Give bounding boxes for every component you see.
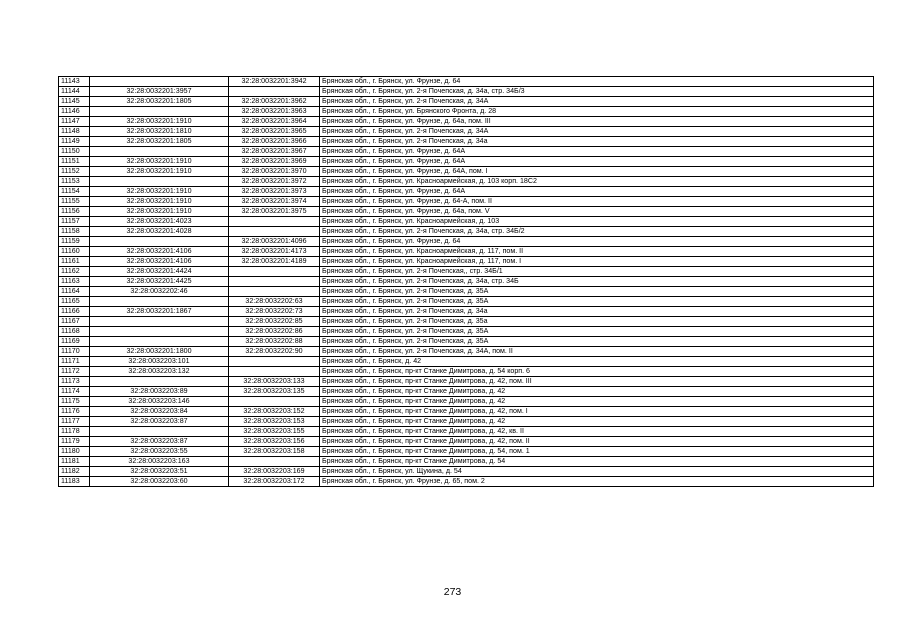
cadastral-number-b-cell — [229, 227, 320, 237]
row-number-cell: 11181 — [59, 457, 90, 467]
cadastral-number-b-cell: 32:28:0032201:3970 — [229, 167, 320, 177]
cadastral-number-a-cell: 32:28:0032203:163 — [90, 457, 229, 467]
row-number-cell: 11146 — [59, 107, 90, 117]
cadastral-table — [58, 76, 874, 487]
address-cell: Брянская обл., г. Брянск, ул. Фрунзе, д. 64А — [320, 147, 874, 157]
address-cell: Брянская обл., г. Брянск, пр-кт Станке Димитрова, д. 54 — [320, 457, 874, 467]
address-cell: Брянская обл., г. Брянск, ул. Красноармейская, д. 117, пом. I — [320, 257, 874, 267]
cadastral-number-b-cell: 32:28:0032201:3974 — [229, 197, 320, 207]
cadastral-number-a-cell — [90, 147, 229, 157]
table-row — [59, 447, 874, 457]
cadastral-number-a-cell: 32:28:0032201:4023 — [90, 217, 229, 227]
table-row — [59, 177, 874, 187]
cadastral-number-b-cell: 32:28:0032203:156 — [229, 437, 320, 447]
cadastral-number-b-cell: 32:28:0032202:85 — [229, 317, 320, 327]
cadastral-number-a-cell: 32:28:0032203:60 — [90, 477, 229, 487]
cadastral-number-a-cell: 32:28:0032203:87 — [90, 417, 229, 427]
cadastral-number-a-cell — [90, 317, 229, 327]
address-cell: Брянская обл., г. Брянск, ул. 2-я Почепская, д. 35А — [320, 297, 874, 307]
table-row — [59, 117, 874, 127]
row-number-cell: 11149 — [59, 137, 90, 147]
table-row — [59, 467, 874, 477]
table-row — [59, 317, 874, 327]
row-number-cell: 11165 — [59, 297, 90, 307]
row-number-cell: 11162 — [59, 267, 90, 277]
address-cell: Брянская обл., г. Брянск, ул. 2-я Почепская, д. 34а, стр. 34Б — [320, 277, 874, 287]
table-row — [59, 437, 874, 447]
cadastral-number-b-cell: 32:28:0032201:3962 — [229, 97, 320, 107]
row-number-cell: 11164 — [59, 287, 90, 297]
cadastral-number-a-cell: 32:28:0032203:101 — [90, 357, 229, 367]
table-row — [59, 137, 874, 147]
cadastral-number-b-cell: 32:28:0032201:3964 — [229, 117, 320, 127]
address-cell: Брянская обл., г. Брянск, ул. Красноармейская, д. 117, пом. II — [320, 247, 874, 257]
table-row — [59, 257, 874, 267]
cadastral-number-a-cell: 32:28:0032203:51 — [90, 467, 229, 477]
address-cell: Брянская обл., г. Брянск, пр-кт Станке Димитрова, д. 54 корп. 6 — [320, 367, 874, 377]
row-number-cell: 11179 — [59, 437, 90, 447]
cadastral-number-b-cell: 32:28:0032203:169 — [229, 467, 320, 477]
cadastral-number-a-cell: 32:28:0032203:87 — [90, 437, 229, 447]
table-row — [59, 267, 874, 277]
row-number-cell: 11156 — [59, 207, 90, 217]
cadastral-number-a-cell: 32:28:0032201:4106 — [90, 247, 229, 257]
row-number-cell: 11172 — [59, 367, 90, 377]
row-number-cell: 11144 — [59, 87, 90, 97]
table-row — [59, 237, 874, 247]
cadastral-number-b-cell — [229, 367, 320, 377]
address-cell: Брянская обл., г. Брянск, ул. Фрунзе, д. 64 — [320, 237, 874, 247]
table-row — [59, 87, 874, 97]
cadastral-number-b-cell: 32:28:0032203:152 — [229, 407, 320, 417]
table-row — [59, 167, 874, 177]
address-cell: Брянская обл., г. Брянск, ул. 2-я Почепская, д. 35а — [320, 317, 874, 327]
row-number-cell: 11166 — [59, 307, 90, 317]
address-cell: Брянская обл., г. Брянск, ул. Фрунзе, д. 64-А, пом. II — [320, 197, 874, 207]
cadastral-number-a-cell — [90, 107, 229, 117]
cadastral-number-b-cell: 32:28:0032203:133 — [229, 377, 320, 387]
address-cell: Брянская обл., г. Брянск, ул. 2-я Почепская, д. 34А, пом. II — [320, 347, 874, 357]
cadastral-number-b-cell: 32:28:0032201:4173 — [229, 247, 320, 257]
table-row — [59, 387, 874, 397]
cadastral-number-a-cell — [90, 377, 229, 387]
address-cell: Брянская обл., г. Брянск, ул. Брянского Фронта, д. 28 — [320, 107, 874, 117]
row-number-cell: 11159 — [59, 237, 90, 247]
table-row — [59, 377, 874, 387]
page-number: 273 — [443, 586, 462, 598]
cadastral-number-b-cell: 32:28:0032202:63 — [229, 297, 320, 307]
row-number-cell: 11147 — [59, 117, 90, 127]
document-page — [58, 76, 873, 487]
row-number-cell: 11173 — [59, 377, 90, 387]
cadastral-number-b-cell: 32:28:0032203:155 — [229, 427, 320, 437]
cadastral-number-b-cell: 32:28:0032202:73 — [229, 307, 320, 317]
address-cell: Брянская обл., г. Брянск, ул. Щукина, д. 54 — [320, 467, 874, 477]
cadastral-number-b-cell: 32:28:0032203:158 — [229, 447, 320, 457]
cadastral-number-b-cell: 32:28:0032202:90 — [229, 347, 320, 357]
cadastral-number-a-cell — [90, 297, 229, 307]
cadastral-number-b-cell: 32:28:0032201:3942 — [229, 77, 320, 87]
address-cell: Брянская обл., г. Брянск, ул. Фрунзе, д. 64 — [320, 77, 874, 87]
address-cell: Брянская обл., г. Брянск, ул. Фрунзе, д. 64А — [320, 157, 874, 167]
cadastral-number-b-cell: 32:28:0032201:3969 — [229, 157, 320, 167]
table-row — [59, 217, 874, 227]
row-number-cell: 11177 — [59, 417, 90, 427]
row-number-cell: 11178 — [59, 427, 90, 437]
cadastral-number-b-cell: 32:28:0032201:4096 — [229, 237, 320, 247]
table-row — [59, 297, 874, 307]
cadastral-number-b-cell: 32:28:0032203:153 — [229, 417, 320, 427]
address-cell: Брянская обл., г. Брянск, пр-кт Станке Димитрова, д. 42, пом. II — [320, 437, 874, 447]
table-row — [59, 347, 874, 357]
row-number-cell: 11143 — [59, 77, 90, 87]
cadastral-number-a-cell: 32:28:0032201:1910 — [90, 197, 229, 207]
cadastral-number-a-cell: 32:28:0032201:1810 — [90, 127, 229, 137]
row-number-cell: 11155 — [59, 197, 90, 207]
table-row — [59, 277, 874, 287]
address-cell: Брянская обл., г. Брянск, пр-кт Станке Димитрова, д. 42 — [320, 397, 874, 407]
table-row — [59, 107, 874, 117]
cadastral-number-b-cell: 32:28:0032201:4189 — [229, 257, 320, 267]
row-number-cell: 11175 — [59, 397, 90, 407]
table-row — [59, 227, 874, 237]
row-number-cell: 11183 — [59, 477, 90, 487]
address-cell: Брянская обл., г. Брянск, ул. 2-я Почепская, д. 34А — [320, 97, 874, 107]
address-cell: Брянская обл., г. Брянск, ул. 2-я Почепская, д. 34а — [320, 137, 874, 147]
address-cell: Брянская обл., г. Брянск, ул. Фрунзе, д. 64а, пом. V — [320, 207, 874, 217]
cadastral-number-a-cell: 32:28:0032201:1910 — [90, 117, 229, 127]
address-cell: Брянская обл., г. Брянск, пр-кт Станке Димитрова, д. 42 — [320, 387, 874, 397]
table-row — [59, 127, 874, 137]
cadastral-number-b-cell: 32:28:0032203:172 — [229, 477, 320, 487]
cadastral-number-a-cell: 32:28:0032201:3957 — [90, 87, 229, 97]
row-number-cell: 11151 — [59, 157, 90, 167]
cadastral-number-b-cell — [229, 87, 320, 97]
cadastral-number-a-cell: 32:28:0032201:4106 — [90, 257, 229, 267]
table-row — [59, 327, 874, 337]
cadastral-number-a-cell: 32:28:0032201:1910 — [90, 167, 229, 177]
address-cell: Брянская обл., г. Брянск, ул. 2-я Почепская, д. 35А — [320, 337, 874, 347]
table-row — [59, 477, 874, 487]
table-row — [59, 207, 874, 217]
cadastral-number-b-cell: 32:28:0032203:135 — [229, 387, 320, 397]
address-cell: Брянская обл., г. Брянск, пр-кт Станке Димитрова, д. 54, пом. 1 — [320, 447, 874, 457]
address-cell: Брянская обл., г. Брянск, ул. 2-я Почепская,, стр. 34Б/1 — [320, 267, 874, 277]
address-cell: Брянская обл., г. Брянск, д. 42 — [320, 357, 874, 367]
row-number-cell: 11163 — [59, 277, 90, 287]
cadastral-number-b-cell — [229, 397, 320, 407]
cadastral-number-b-cell — [229, 357, 320, 367]
cadastral-number-b-cell: 32:28:0032201:3975 — [229, 207, 320, 217]
cadastral-number-a-cell: 32:28:0032201:1800 — [90, 347, 229, 357]
address-cell: Брянская обл., г. Брянск, пр-кт Станке Димитрова, д. 42, пом. III — [320, 377, 874, 387]
cadastral-number-a-cell — [90, 237, 229, 247]
address-cell: Брянская обл., г. Брянск, ул. 2-я Почепская, д. 34А — [320, 127, 874, 137]
row-number-cell: 11169 — [59, 337, 90, 347]
table-row — [59, 407, 874, 417]
cadastral-number-a-cell: 32:28:0032201:4425 — [90, 277, 229, 287]
row-number-cell: 11182 — [59, 467, 90, 477]
cadastral-number-a-cell: 32:28:0032201:1805 — [90, 137, 229, 147]
address-cell: Брянская обл., г. Брянск, ул. Красноармейская, д. 103 корп. 18С2 — [320, 177, 874, 187]
table-row — [59, 97, 874, 107]
cadastral-number-b-cell: 32:28:0032201:3963 — [229, 107, 320, 117]
cadastral-number-b-cell: 32:28:0032202:86 — [229, 327, 320, 337]
address-cell: Брянская обл., г. Брянск, ул. 2-я Почепская, д. 34а, стр. 34Б/3 — [320, 87, 874, 97]
address-cell: Брянская обл., г. Брянск, ул. Фрунзе, д. 64а, пом. III — [320, 117, 874, 127]
cadastral-number-b-cell: 32:28:0032201:3973 — [229, 187, 320, 197]
address-cell: Брянская обл., г. Брянск, ул. 2-я Почепская, д. 35А — [320, 327, 874, 337]
cadastral-number-b-cell: 32:28:0032201:3967 — [229, 147, 320, 157]
table-row — [59, 397, 874, 407]
row-number-cell: 11174 — [59, 387, 90, 397]
cadastral-number-a-cell — [90, 427, 229, 437]
table-row — [59, 147, 874, 157]
cadastral-number-a-cell: 32:28:0032201:1910 — [90, 157, 229, 167]
cadastral-number-b-cell: 32:28:0032201:3965 — [229, 127, 320, 137]
address-cell: Брянская обл., г. Брянск, пр-кт Станке Димитрова, д. 42 — [320, 417, 874, 427]
cadastral-number-a-cell: 32:28:0032201:1910 — [90, 187, 229, 197]
cadastral-number-a-cell — [90, 327, 229, 337]
cadastral-number-b-cell: 32:28:0032201:3972 — [229, 177, 320, 187]
cadastral-number-b-cell: 32:28:0032201:3966 — [229, 137, 320, 147]
cadastral-number-a-cell: 32:28:0032203:55 — [90, 447, 229, 457]
row-number-cell: 11152 — [59, 167, 90, 177]
row-number-cell: 11157 — [59, 217, 90, 227]
cadastral-number-a-cell: 32:28:0032201:1867 — [90, 307, 229, 317]
cadastral-number-a-cell: 32:28:0032201:1910 — [90, 207, 229, 217]
cadastral-number-a-cell — [90, 77, 229, 87]
table-row — [59, 367, 874, 377]
cadastral-number-a-cell — [90, 337, 229, 347]
row-number-cell: 11145 — [59, 97, 90, 107]
cadastral-number-a-cell: 32:28:0032203:84 — [90, 407, 229, 417]
cadastral-number-a-cell: 32:28:0032201:1805 — [90, 97, 229, 107]
row-number-cell: 11150 — [59, 147, 90, 157]
row-number-cell: 11158 — [59, 227, 90, 237]
cadastral-number-a-cell: 32:28:0032203:146 — [90, 397, 229, 407]
address-cell: Брянская обл., г. Брянск, ул. Фрунзе, д. 64А, пом. I — [320, 167, 874, 177]
table-row — [59, 337, 874, 347]
address-cell: Брянская обл., г. Брянск, ул. 2-я Почепская, д. 34а, стр. 34Б/2 — [320, 227, 874, 237]
cadastral-number-b-cell — [229, 287, 320, 297]
row-number-cell: 11153 — [59, 177, 90, 187]
address-cell: Брянская обл., г. Брянск, ул. Фрунзе, д. 65, пом. 2 — [320, 477, 874, 487]
cadastral-number-b-cell — [229, 217, 320, 227]
cadastral-number-a-cell: 32:28:0032201:4424 — [90, 267, 229, 277]
row-number-cell: 11168 — [59, 327, 90, 337]
cadastral-number-b-cell: 32:28:0032202:88 — [229, 337, 320, 347]
table-row — [59, 187, 874, 197]
address-cell: Брянская обл., г. Брянск, пр-кт Станке Димитрова, д. 42, пом. I — [320, 407, 874, 417]
table-row — [59, 417, 874, 427]
row-number-cell: 11170 — [59, 347, 90, 357]
table-row — [59, 427, 874, 437]
row-number-cell: 11148 — [59, 127, 90, 137]
row-number-cell: 11160 — [59, 247, 90, 257]
cadastral-number-b-cell — [229, 457, 320, 467]
cadastral-number-b-cell — [229, 267, 320, 277]
table-row — [59, 357, 874, 367]
cadastral-number-a-cell: 32:28:0032203:89 — [90, 387, 229, 397]
table-row — [59, 157, 874, 167]
table-row — [59, 77, 874, 87]
address-cell: Брянская обл., г. Брянск, ул. 2-я Почепская, д. 34а — [320, 307, 874, 317]
cadastral-number-a-cell — [90, 177, 229, 187]
table-row — [59, 457, 874, 467]
address-cell: Брянская обл., г. Брянск, ул. Фрунзе, д. 64А — [320, 187, 874, 197]
table-row — [59, 307, 874, 317]
cadastral-number-a-cell: 32:28:0032203:132 — [90, 367, 229, 377]
table-row — [59, 287, 874, 297]
row-number-cell: 11176 — [59, 407, 90, 417]
address-cell: Брянская обл., г. Брянск, ул. 2-я Почепская, д. 35А — [320, 287, 874, 297]
address-cell: Брянская обл., г. Брянск, пр-кт Станке Димитрова, д. 42, кв. II — [320, 427, 874, 437]
cadastral-number-a-cell: 32:28:0032201:4028 — [90, 227, 229, 237]
cadastral-number-b-cell — [229, 277, 320, 287]
cadastral-number-a-cell: 32:28:0032202:46 — [90, 287, 229, 297]
row-number-cell: 11161 — [59, 257, 90, 267]
address-cell: Брянская обл., г. Брянск, ул. Красноармейская, д. 103 — [320, 217, 874, 227]
row-number-cell: 11167 — [59, 317, 90, 327]
row-number-cell: 11154 — [59, 187, 90, 197]
row-number-cell: 11171 — [59, 357, 90, 367]
table-row — [59, 247, 874, 257]
table-row — [59, 197, 874, 207]
row-number-cell: 11180 — [59, 447, 90, 457]
table-body — [59, 77, 874, 487]
